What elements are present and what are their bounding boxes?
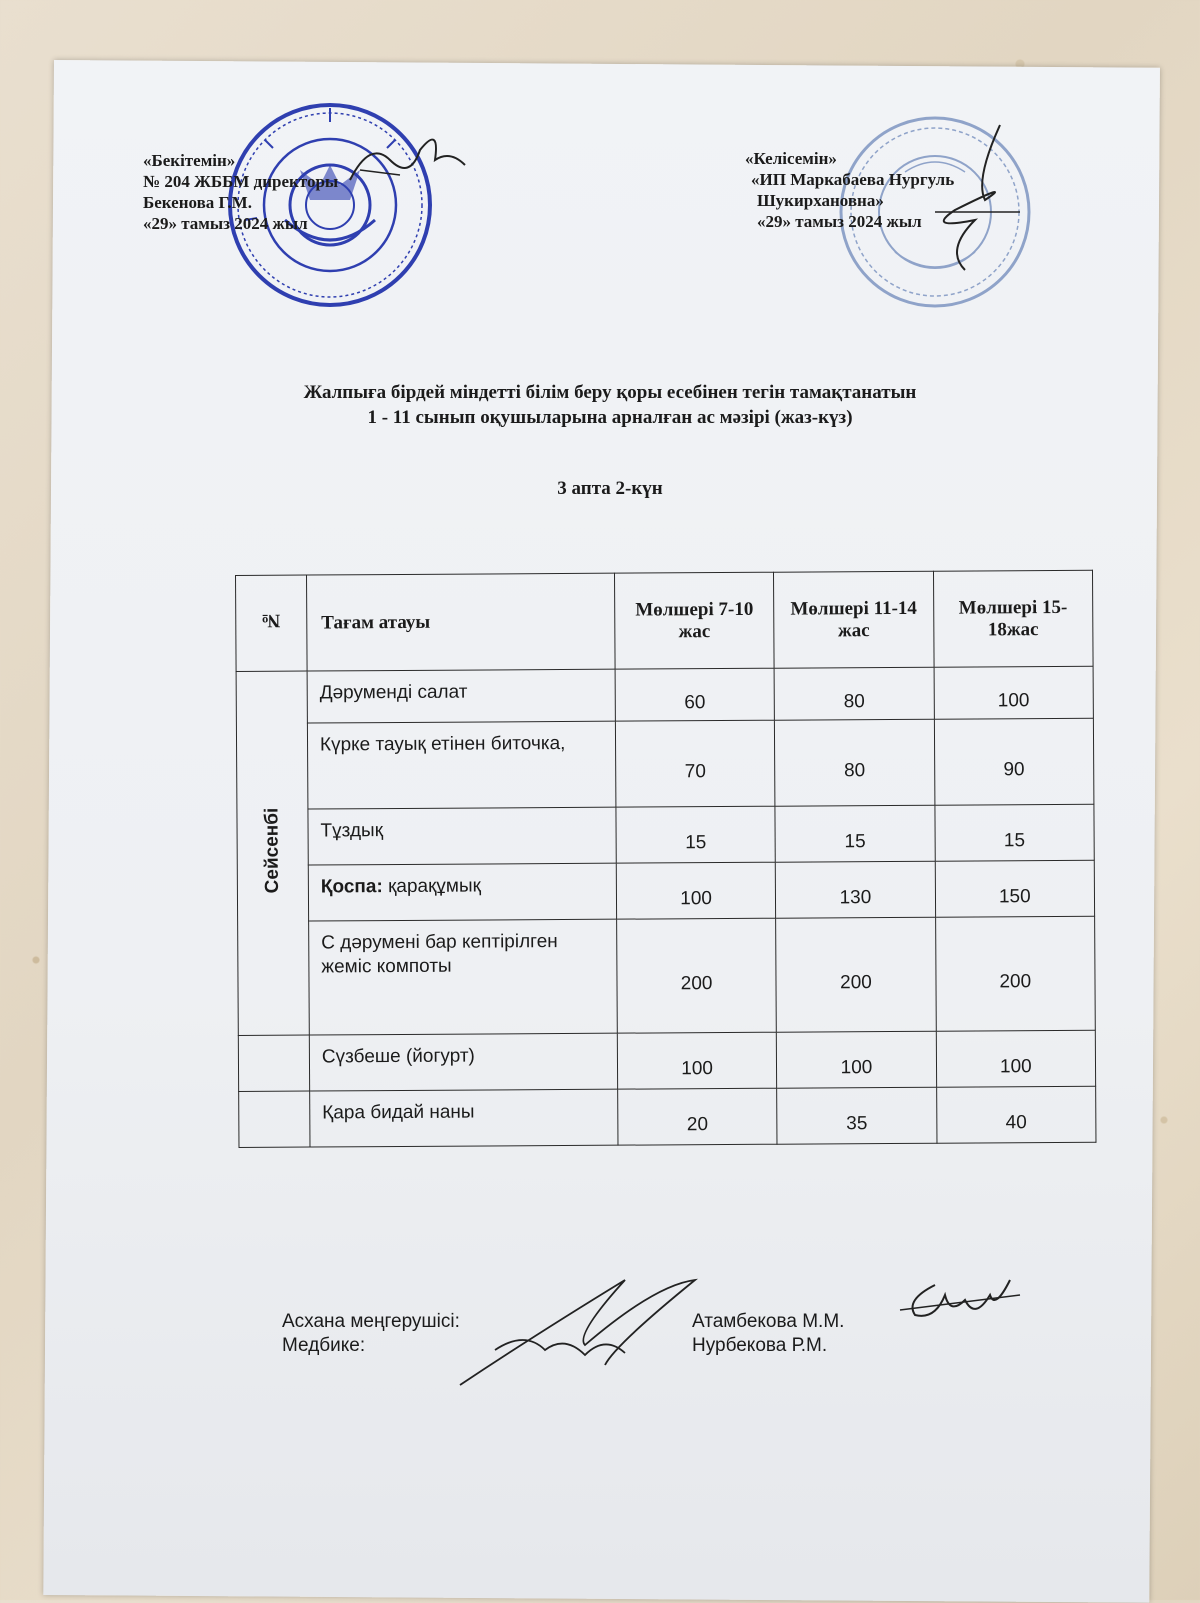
- table-row: [236, 666, 1093, 723]
- dish-name-main: қарақұмық: [387, 875, 481, 898]
- agreement-company: «ИП Маркабаева Нургуль: [751, 170, 955, 189]
- title-line-2: 1 - 11 сынып оқушыларына арналған ас мәзірі (жаз-күз): [367, 407, 853, 428]
- menu-table: [235, 570, 1096, 1148]
- table-row: [236, 718, 1094, 809]
- agreement-date: «29» тамыз 2024 жыл: [757, 212, 922, 231]
- table-row: [238, 916, 1096, 1035]
- table-row: [238, 1030, 1095, 1091]
- portion-15-18: 40: [936, 1086, 1096, 1143]
- portion-7-10: 15: [616, 806, 776, 863]
- portion-15-18: 200: [935, 916, 1095, 1031]
- portion-7-10: 60: [615, 668, 775, 721]
- dish-name: Күрке тауық етінен биточка,: [307, 721, 615, 809]
- portion-15-18: 90: [934, 718, 1094, 805]
- approval-label: «Бекітемін»: [143, 151, 236, 170]
- role-canteen-head: Асхана меңгерушісі:: [282, 1311, 460, 1332]
- name-nurse: Нурбекова Р.М.: [692, 1335, 828, 1356]
- canteen-head-signature: [895, 1270, 1025, 1340]
- dish-name-prefix: Қоспа:: [320, 876, 383, 898]
- portion-11-14: 80: [774, 667, 934, 720]
- weekday-cell: Сейсенбі: [236, 671, 309, 1035]
- header-dish-name: Тағам атауы: [306, 573, 615, 671]
- dish-name: [308, 863, 616, 921]
- header-portion-11-14: Мөлшері 11-14 жас: [774, 571, 934, 668]
- portion-15-18: 15: [935, 804, 1095, 861]
- portion-7-10: 20: [618, 1088, 778, 1145]
- nurse-signature: [455, 1275, 715, 1395]
- empty-cell: [238, 1035, 309, 1091]
- portion-7-10: 100: [616, 862, 776, 919]
- table-row: [239, 1086, 1096, 1147]
- portion-11-14: 100: [777, 1031, 937, 1088]
- portion-15-18: 100: [936, 1030, 1096, 1087]
- agreement-person: Шукирхановна»: [757, 191, 884, 210]
- portion-15-18: 150: [935, 860, 1095, 917]
- portion-11-14: 15: [775, 805, 935, 862]
- approval-date: «29» тамыз 2024 жыл: [143, 214, 308, 233]
- dish-name: Қара бидай наны: [310, 1089, 618, 1147]
- portion-7-10: 100: [617, 1032, 777, 1089]
- approval-position: № 204 ЖББМ директоры: [143, 172, 339, 191]
- dish-name: Тұздық: [308, 807, 616, 865]
- week-day-label: 3 апта 2-күн: [557, 478, 663, 499]
- name-canteen-head: Атамбекова М.М.: [692, 1311, 845, 1332]
- table-row: [237, 860, 1094, 921]
- role-nurse: Медбике:: [282, 1335, 366, 1356]
- portion-7-10: 70: [615, 720, 775, 807]
- table-row: [237, 804, 1094, 865]
- header-number: №: [236, 575, 308, 671]
- supplier-signature: [915, 120, 1025, 280]
- approval-person: Бекенова Г.М.: [143, 193, 252, 212]
- agreement-label: «Келісемін»: [745, 149, 837, 168]
- approval-block: [143, 150, 338, 234]
- portion-11-14: 200: [776, 917, 936, 1032]
- document-title: [170, 380, 1050, 430]
- footer-roles: [282, 1310, 460, 1358]
- portion-15-18: 100: [934, 666, 1094, 719]
- portion-11-14: 130: [776, 861, 936, 918]
- dish-name: Дәруменді салат: [307, 669, 615, 723]
- director-signature: [340, 120, 470, 200]
- title-line-1: Жалпыға бірдей міндетті білім беру қоры есебінен тегін тамақтанатын: [303, 382, 917, 403]
- dish-name: С дәрумені бар кептірілген жеміс компоты: [309, 919, 618, 1035]
- portion-7-10: 200: [617, 918, 777, 1033]
- table-header-row: [236, 570, 1094, 671]
- portion-11-14: 80: [775, 719, 935, 806]
- header-portion-15-18: Мөлшері 15-18жас: [933, 570, 1093, 667]
- dish-name: Сүзбеше (йогурт): [309, 1033, 617, 1091]
- header-portion-7-10: Мөлшері 7-10 жас: [614, 572, 774, 669]
- portion-11-14: 35: [777, 1087, 937, 1144]
- empty-cell: [239, 1091, 310, 1147]
